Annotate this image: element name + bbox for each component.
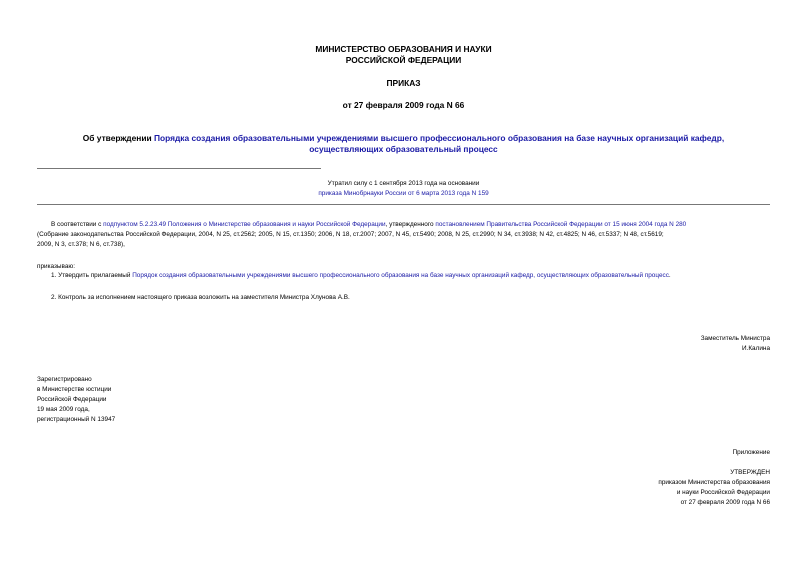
item-1-end: . xyxy=(668,272,671,279)
ministry-name-line1: МИНИСТЕРСТВО ОБРАЗОВАНИЯ И НАУКИ xyxy=(315,44,492,54)
registration-line1: Зарегистрировано xyxy=(37,376,92,383)
preamble-text: В соответствии с xyxy=(51,221,104,228)
order-item-1 xyxy=(51,271,671,280)
approval-line3: от 27 февраля 2009 года N 66 xyxy=(680,499,770,506)
registration-line4: 19 мая 2009 года, xyxy=(37,406,90,413)
item-1-text: 1. Утвердить прилагаемый xyxy=(51,272,133,279)
preamble-line1 xyxy=(51,220,686,229)
status-note: Утратил силу с 1 сентября 2013 года на основании xyxy=(327,180,480,187)
regulation-link[interactable]: Положения о Министерстве образования и науки Российской Федерации xyxy=(167,221,386,228)
approval-line2: и науки Российской Федерации xyxy=(676,489,770,496)
order-word: приказываю: xyxy=(37,263,75,270)
approval-line1: приказом Министерства образования xyxy=(658,479,770,486)
signer-position: Заместитель Министра xyxy=(700,335,770,342)
document-type: ПРИКАЗ xyxy=(386,78,421,88)
document-title-line1 xyxy=(0,133,807,143)
title-link[interactable]: Порядка создания образовательными учреждениями высшего профессионального образования на базе научных организаций кафедр, xyxy=(153,133,725,143)
status-note-link-line xyxy=(0,189,807,198)
subclause-link[interactable]: подпунктом 5.2.23.49 xyxy=(103,221,167,228)
registration-line3: Российской Федерации xyxy=(37,396,107,403)
signer-name: И.Калина xyxy=(741,345,770,352)
repeal-order-link[interactable]: приказа Минобрнауки России от 6 марта 2013 года N 159 xyxy=(318,190,489,197)
registration-line2: в Министерстве юстиции xyxy=(37,386,112,393)
ministry-name-line2: РОССИЙСКОЙ ФЕДЕРАЦИИ xyxy=(345,55,462,65)
title-prefix: Об утверждении xyxy=(82,133,154,143)
preamble-line2: (Собрание законодательства Российской Федерации, 2004, N 25, ст.2562; 2005, N 15, ст.1350; 2006, N 18, ст.2007; 2007, N 45, ст.5490; 2008, N 25, ст.2990; N 34, ст.3938; N 42, ст.4825; N 46, ст.5337; N 48, ст.5619; xyxy=(37,231,664,238)
preamble-line3: 2009, N 3, ст.378; N 6, ст.738), xyxy=(37,241,125,248)
order-item-2: 2. Контроль за исполнением настоящего приказа возложить на заместителя Министра Хлунова А.В. xyxy=(51,294,350,301)
approved-label: УТВЕРЖДЕН xyxy=(730,469,770,476)
government-decree-link[interactable]: постановлением Правительства Российской Федерации от 15 июня 2004 года N 280 xyxy=(435,221,687,228)
divider-full xyxy=(37,204,770,205)
procedure-link[interactable]: Порядок создания образовательными учреждениями высшего профессионального образования на базе научных организаций кафедр, осуществляющих образовательный процесс xyxy=(132,272,669,279)
title-link-continued[interactable]: осуществляющих образовательный процесс xyxy=(309,144,498,154)
divider-short xyxy=(37,168,321,169)
appendix-label: Приложение xyxy=(732,449,770,456)
registration-line5: регистрационный N 13947 xyxy=(37,416,116,423)
document-title-line2 xyxy=(0,144,807,154)
document-date: от 27 февраля 2009 года N 66 xyxy=(342,100,465,110)
preamble-text-2: , утвержденного xyxy=(385,221,436,228)
